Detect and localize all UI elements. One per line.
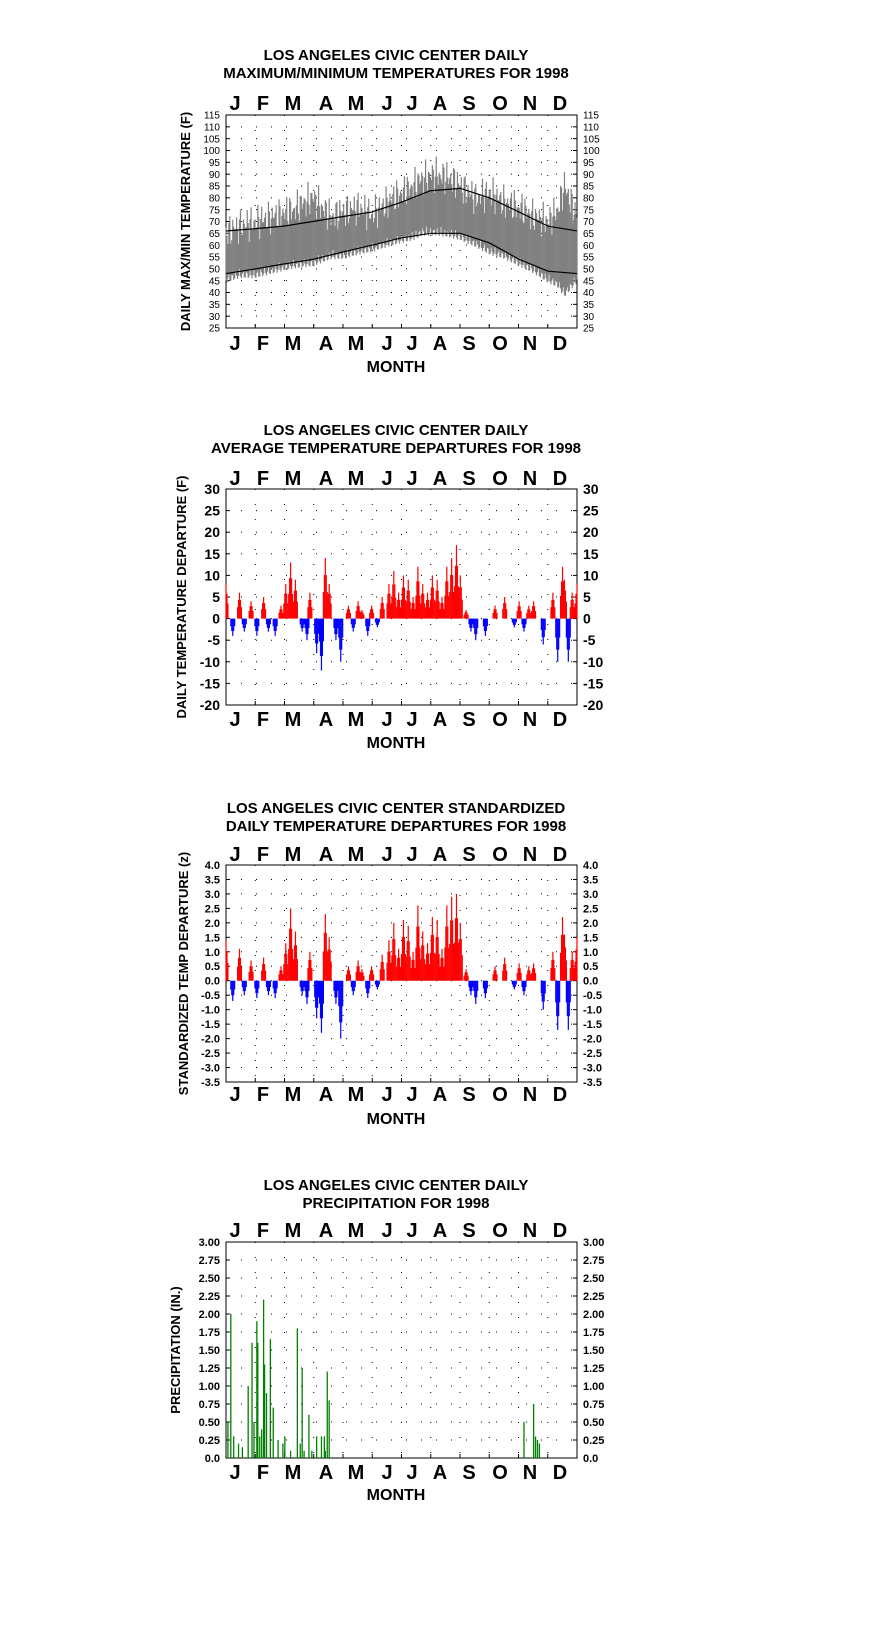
chart-title: DAILY TEMPERATURE DEPARTURES FOR 1998 (225, 818, 567, 835)
y-tick-label-left: -5 (207, 632, 220, 649)
y-tick-label-left: 0.0 (204, 975, 220, 988)
y-tick-label-left: 1.00 (198, 1380, 220, 1393)
y-tick-label-left: 1.0 (204, 946, 220, 959)
month-label-bottom: M (284, 1462, 302, 1484)
month-label-bottom: J (229, 709, 241, 731)
month-label-top: O (492, 93, 508, 115)
month-label-top: A (318, 93, 334, 115)
month-label-top: O (492, 844, 508, 866)
y-tick-label-right: 3.0 (583, 888, 599, 901)
month-label-top: J (406, 1220, 418, 1242)
y-tick-label-left: 25 (208, 323, 220, 335)
month-label-top: N (522, 93, 538, 115)
y-tick-label-left: -15 (199, 675, 220, 692)
month-label-top: M (284, 844, 302, 866)
y-tick-label-right: 10 (583, 567, 599, 584)
y-tick-label-right: 2.50 (583, 1272, 605, 1285)
y-tick-label-right: -1.5 (583, 1019, 602, 1032)
y-tick-label-right: 115 (583, 110, 599, 122)
month-label-top: J (229, 93, 241, 115)
month-label-bottom: M (284, 333, 302, 355)
month-label-top: J (406, 93, 418, 115)
chart-title: LOS ANGELES CIVIC CENTER STANDARDIZED (226, 800, 566, 817)
y-tick-label-left: 110 (204, 122, 220, 134)
y-tick-label-right: -20 (583, 697, 604, 714)
month-label-top: J (381, 1220, 393, 1242)
month-label-bottom: J (229, 1462, 241, 1484)
y-tick-label-right: 1.00 (583, 1380, 605, 1393)
month-label-bottom: F (256, 1084, 270, 1106)
month-label-bottom: J (381, 333, 393, 355)
month-label-bottom: J (381, 709, 393, 731)
y-tick-label-right: 100 (583, 146, 600, 158)
y-tick-label-right: 85 (583, 181, 595, 193)
y-tick-label-right: 1.75 (583, 1326, 605, 1339)
month-label-bottom: S (462, 333, 476, 355)
y-tick-label-left: 5 (212, 589, 220, 606)
chart-title: LOS ANGELES CIVIC CENTER DAILY (263, 422, 529, 439)
month-label-bottom: S (462, 709, 476, 731)
month-label-top: M (347, 468, 365, 490)
y-tick-label-left: 25 (204, 502, 220, 519)
y-tick-label-right: 3.5 (583, 874, 599, 887)
month-label-bottom: O (492, 333, 508, 355)
month-label-bottom: A (432, 709, 448, 731)
y-tick-label-left: 100 (203, 146, 220, 158)
month-label-bottom: S (462, 1084, 476, 1106)
y-tick-label-left: 20 (204, 524, 220, 541)
y-tick-label-right: -0.5 (583, 990, 602, 1003)
y-tick-label-right: 75 (583, 205, 595, 217)
month-label-bottom: M (347, 1084, 365, 1106)
y-tick-label-left: 115 (204, 110, 220, 122)
y-tick-label-left: -10 (199, 653, 220, 670)
y-tick-label-right: -2.0 (583, 1033, 602, 1046)
y-tick-label-left: -0.5 (201, 990, 220, 1003)
chart-maxmin (178, 47, 600, 376)
y-tick-label-right: 95 (583, 157, 595, 169)
month-label-bottom: M (284, 1084, 302, 1106)
month-label-top: S (462, 844, 476, 866)
y-tick-label-left: 70 (208, 217, 220, 229)
y-tick-label-left: 0.0 (204, 1452, 220, 1465)
month-label-top: M (284, 468, 302, 490)
y-tick-label-left: 30 (208, 311, 220, 323)
y-tick-label-right: 2.5 (583, 903, 599, 916)
month-label-top: N (522, 844, 538, 866)
month-label-bottom: J (381, 1462, 393, 1484)
y-tick-label-left: 85 (208, 181, 220, 193)
month-label-top: A (432, 844, 448, 866)
y-tick-label-left: 3.00 (198, 1236, 220, 1249)
y-tick-label-left: 35 (208, 299, 220, 311)
month-label-bottom: D (552, 1084, 568, 1106)
month-label-bottom: M (347, 333, 365, 355)
y-tick-label-right: 2.00 (583, 1308, 605, 1321)
y-tick-label-right: 25 (583, 502, 599, 519)
month-label-bottom: N (522, 1084, 538, 1106)
month-label-bottom: A (318, 709, 334, 731)
y-tick-label-right: 30 (583, 481, 599, 498)
month-label-bottom: S (462, 1462, 476, 1484)
y-tick-label-left: 2.75 (198, 1254, 220, 1267)
chart-title: LOS ANGELES CIVIC CENTER DAILY (263, 1177, 529, 1194)
month-label-bottom: A (432, 333, 448, 355)
month-label-bottom: O (492, 1462, 508, 1484)
y-tick-label-left: -2.5 (201, 1048, 220, 1061)
month-label-bottom: A (318, 333, 334, 355)
month-label-top: O (492, 1220, 508, 1242)
y-tick-label-right: 25 (583, 323, 595, 335)
y-tick-label-right: -3.0 (583, 1062, 602, 1075)
y-tick-label-right: 55 (583, 252, 595, 264)
y-tick-label-left: -2.0 (201, 1033, 220, 1046)
month-label-bottom: M (347, 1462, 365, 1484)
month-label-top: D (552, 468, 568, 490)
y-tick-label-right: 0.0 (583, 975, 599, 988)
y-tick-label-left: 3.5 (204, 874, 220, 887)
y-tick-label-right: 105 (583, 134, 600, 146)
month-label-top: A (432, 1220, 448, 1242)
y-tick-label-right: 65 (583, 228, 595, 240)
y-tick-label-left: 3.0 (204, 888, 220, 901)
y-tick-label-right: -10 (583, 653, 604, 670)
y-tick-label-right: 0.0 (583, 1452, 599, 1465)
month-label-top: F (256, 1220, 270, 1242)
month-label-bottom: D (552, 709, 568, 731)
y-tick-label-right: 0.25 (583, 1434, 605, 1447)
month-label-top: A (318, 1220, 334, 1242)
y-tick-label-right: 90 (583, 169, 595, 181)
plot-frame (226, 489, 577, 705)
month-label-top: D (552, 844, 568, 866)
y-tick-label-right: 1.50 (583, 1344, 605, 1357)
month-label-top: D (552, 1220, 568, 1242)
month-label-bottom: J (229, 1084, 241, 1106)
y-tick-label-right: 2.75 (583, 1254, 605, 1267)
y-tick-label-left: 1.75 (198, 1326, 220, 1339)
y-tick-label-right: 0 (583, 610, 591, 627)
y-tick-label-left: 0.50 (198, 1416, 220, 1429)
month-label-top: J (229, 1220, 241, 1242)
y-tick-label-left: 2.0 (204, 917, 220, 930)
chart-title: PRECIPITATION FOR 1998 (302, 1195, 490, 1212)
month-label-bottom: F (256, 1462, 270, 1484)
y-tick-label-left: -1.5 (201, 1019, 220, 1032)
month-label-top: J (229, 844, 241, 866)
y-tick-label-left: 1.5 (204, 932, 220, 945)
y-tick-label-left: 2.25 (198, 1290, 220, 1303)
month-label-top: M (284, 1220, 302, 1242)
y-axis-label: DAILY TEMPERATURE DEPARTURE (F) (174, 475, 189, 719)
y-tick-label-left: 1.25 (198, 1362, 220, 1375)
month-label-bottom: A (318, 1462, 334, 1484)
chart-title: MAXIMUM/MINIMUM TEMPERATURES FOR 1998 (223, 65, 569, 82)
y-tick-label-left: -1.0 (201, 1004, 220, 1017)
month-label-bottom: F (256, 709, 270, 731)
month-label-top: J (381, 844, 393, 866)
month-label-bottom: D (552, 1462, 568, 1484)
y-tick-label-left: 0.75 (198, 1398, 220, 1411)
x-axis-label: MONTH (366, 359, 426, 376)
y-tick-label-right: 1.0 (583, 946, 599, 959)
month-label-top: D (552, 93, 568, 115)
y-tick-label-right: -3.5 (583, 1076, 602, 1089)
month-label-top: M (284, 93, 302, 115)
y-tick-label-right: 2.25 (583, 1290, 605, 1303)
month-label-top: A (432, 93, 448, 115)
y-tick-label-right: 15 (583, 545, 599, 562)
month-label-top: O (492, 468, 508, 490)
chart-departures (174, 422, 603, 752)
y-tick-label-left: 4.0 (204, 859, 220, 872)
x-axis-label: MONTH (366, 1487, 426, 1504)
y-tick-label-left: 65 (208, 228, 220, 240)
y-tick-label-right: 45 (583, 276, 595, 288)
y-tick-label-left: 2.00 (198, 1308, 220, 1321)
month-label-top: S (462, 1220, 476, 1242)
month-label-top: S (462, 468, 476, 490)
month-label-bottom: O (492, 709, 508, 731)
y-tick-label-right: 1.25 (583, 1362, 605, 1375)
y-tick-label-right: -1.0 (583, 1004, 602, 1017)
month-label-top: J (381, 468, 393, 490)
y-tick-label-right: -5 (583, 632, 596, 649)
month-label-bottom: M (347, 709, 365, 731)
y-tick-label-left: 1.50 (198, 1344, 220, 1357)
month-label-top: A (318, 844, 334, 866)
y-tick-label-right: 50 (583, 264, 595, 276)
month-label-bottom: F (256, 333, 270, 355)
chart-standardized (176, 800, 602, 1128)
month-label-bottom: O (492, 1084, 508, 1106)
y-axis-label: STANDARDIZED TEMP DEPARTURE (z) (176, 851, 191, 1096)
y-tick-label-right: 110 (583, 122, 599, 134)
month-label-bottom: J (406, 709, 418, 731)
month-label-bottom: J (406, 333, 418, 355)
y-tick-label-left: 75 (208, 205, 220, 217)
y-tick-label-left: 60 (208, 240, 220, 252)
month-label-top: F (256, 93, 270, 115)
y-tick-label-left: 45 (208, 276, 220, 288)
chart-title: AVERAGE TEMPERATURE DEPARTURES FOR 1998 (210, 440, 582, 457)
y-axis-label: PRECIPITATION (IN.) (168, 1286, 183, 1414)
y-tick-label-left: -20 (199, 697, 220, 714)
month-label-top: M (347, 844, 365, 866)
y-tick-label-right: 80 (583, 193, 595, 205)
y-tick-label-right: -15 (583, 675, 604, 692)
y-tick-label-left: 0.5 (204, 961, 220, 974)
month-label-top: A (318, 468, 334, 490)
y-tick-label-right: 0.5 (583, 961, 599, 974)
month-label-bottom: J (229, 333, 241, 355)
y-tick-label-right: 30 (583, 311, 595, 323)
y-tick-label-left: 95 (208, 157, 220, 169)
y-tick-label-left: 10 (204, 567, 220, 584)
y-tick-label-right: -2.5 (583, 1048, 602, 1061)
month-label-bottom: D (552, 333, 568, 355)
month-label-top: J (406, 468, 418, 490)
month-label-bottom: J (406, 1462, 418, 1484)
y-tick-label-right: 35 (583, 299, 595, 311)
y-tick-label-left: 90 (208, 169, 220, 181)
y-tick-label-left: -3.5 (201, 1076, 220, 1089)
y-tick-label-right: 4.0 (583, 859, 599, 872)
y-tick-label-left: 105 (203, 134, 220, 146)
y-tick-label-right: 60 (583, 240, 595, 252)
y-tick-label-right: 5 (583, 589, 591, 606)
month-label-top: J (229, 468, 241, 490)
y-tick-label-right: 20 (583, 524, 599, 541)
month-label-bottom: N (522, 709, 538, 731)
month-label-bottom: A (318, 1084, 334, 1106)
y-tick-label-left: 55 (208, 252, 220, 264)
month-label-top: M (347, 1220, 365, 1242)
month-label-bottom: A (432, 1084, 448, 1106)
x-axis-label: MONTH (366, 735, 426, 752)
month-label-bottom: N (522, 333, 538, 355)
y-tick-label-left: 15 (204, 545, 220, 562)
month-label-top: M (347, 93, 365, 115)
chart-precip (168, 1177, 604, 1504)
y-tick-label-left: 80 (208, 193, 220, 205)
month-label-top: J (406, 844, 418, 866)
month-label-top: N (522, 1220, 538, 1242)
month-label-bottom: N (522, 1462, 538, 1484)
month-label-top: F (256, 468, 270, 490)
y-tick-label-left: 40 (208, 288, 220, 300)
month-label-top: S (462, 93, 476, 115)
month-label-top: A (432, 468, 448, 490)
y-tick-label-right: 1.5 (583, 932, 599, 945)
month-label-bottom: J (406, 1084, 418, 1106)
month-label-bottom: J (381, 1084, 393, 1106)
month-label-top: N (522, 468, 538, 490)
y-tick-label-left: 50 (208, 264, 220, 276)
y-tick-label-left: 30 (204, 481, 220, 498)
chart-title: LOS ANGELES CIVIC CENTER DAILY (263, 47, 529, 64)
x-axis-label: MONTH (366, 1111, 426, 1128)
month-label-top: F (256, 844, 270, 866)
y-tick-label-right: 70 (583, 217, 595, 229)
y-tick-label-right: 0.50 (583, 1416, 605, 1429)
y-tick-label-left: 2.5 (204, 903, 220, 916)
y-tick-label-right: 40 (583, 288, 595, 300)
month-label-top: J (381, 93, 393, 115)
y-tick-label-left: 2.50 (198, 1272, 220, 1285)
month-label-bottom: M (284, 709, 302, 731)
y-tick-label-right: 3.00 (583, 1236, 605, 1249)
y-tick-label-right: 2.0 (583, 917, 599, 930)
y-tick-label-right: 0.75 (583, 1398, 605, 1411)
y-tick-label-left: 0 (212, 610, 220, 627)
month-label-bottom: A (432, 1462, 448, 1484)
y-axis-label: DAILY MAX/MIN TEMPERATURE (F) (178, 111, 193, 332)
y-tick-label-left: -3.0 (201, 1062, 220, 1075)
y-tick-label-left: 0.25 (198, 1434, 220, 1447)
